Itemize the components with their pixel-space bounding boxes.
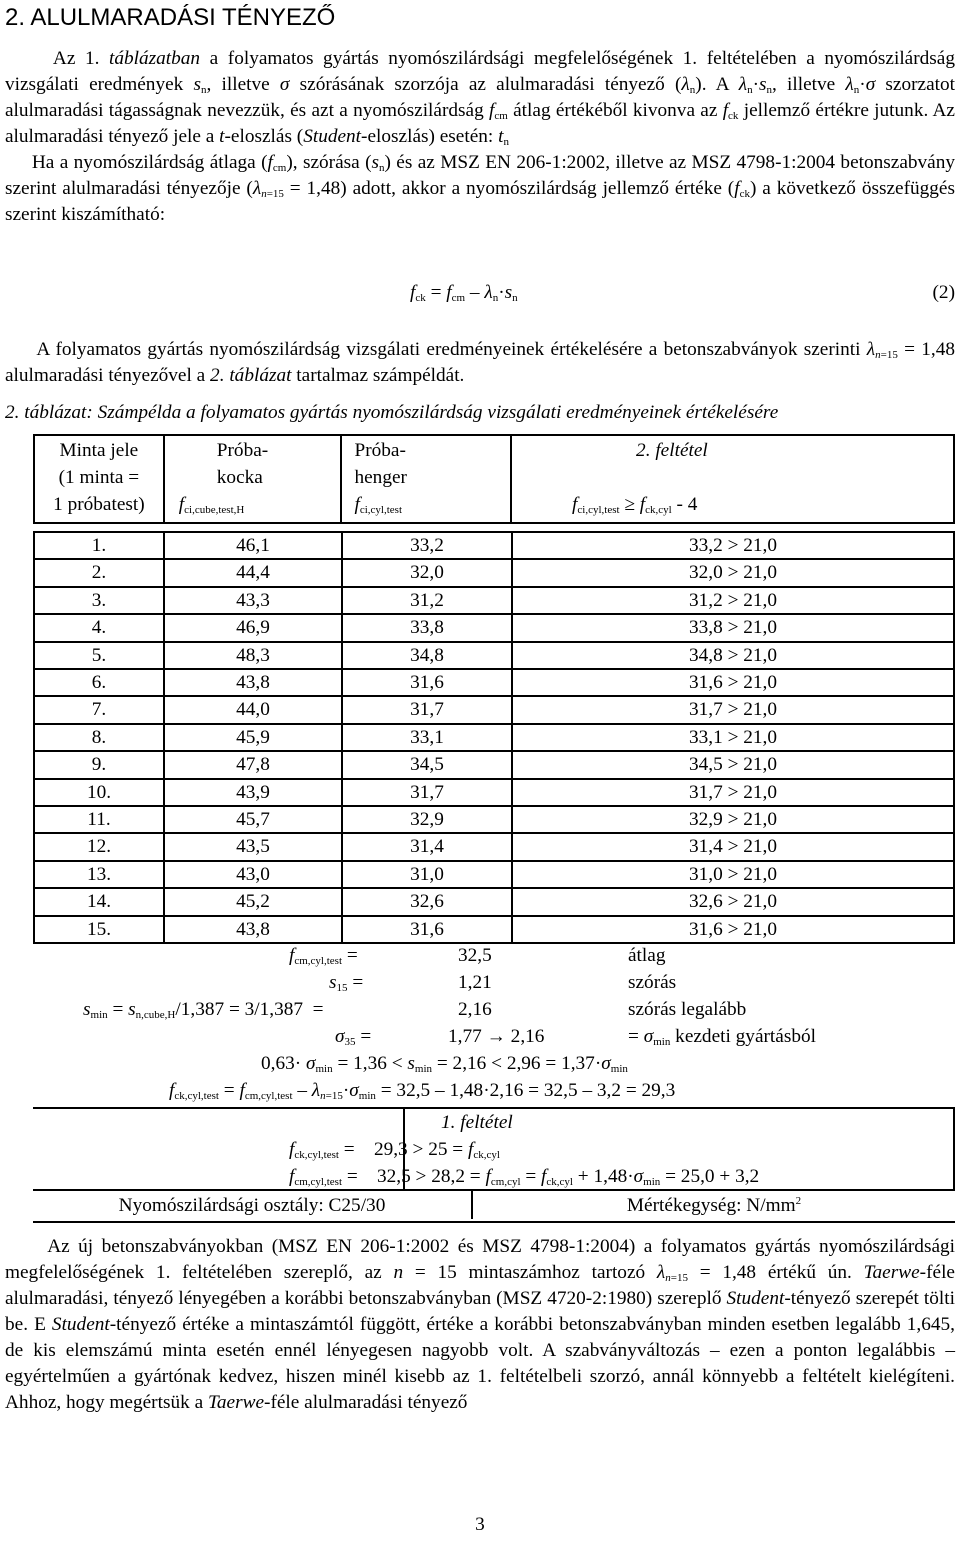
cell-cond: 33,2 > 21,0: [511, 533, 955, 558]
cell-id: 9.: [33, 752, 163, 777]
table-row: [33, 558, 955, 585]
cell-cond: 34,5 > 21,0: [511, 752, 955, 777]
cell-cube: 47,8: [163, 752, 341, 777]
sigma-label: = $\sigma_{min}$ kezdeti gyártásból: [628, 1026, 816, 1048]
cell-cond: 31,7 > 21,0: [511, 697, 955, 722]
mean-formula: $f_{cm,cyl,test}$ =: [289, 945, 358, 967]
cell-id: 5.: [33, 643, 163, 668]
cell-id: 8.: [33, 725, 163, 750]
cell-cyl: 31,6: [341, 917, 511, 942]
cell-cube: 44,0: [163, 697, 341, 722]
header-cube: Próba- kocka $f_{ci,cube,test,H}$: [164, 435, 342, 523]
cell-cube: 43,3: [163, 588, 341, 613]
cell-cube: 43,9: [163, 780, 341, 805]
header-sample: Minta jele (1 minta = 1 próbatest): [34, 435, 164, 523]
table-caption: 2. táblázat: Számpélda a folyamatos gyártás nyomószilárdság vizsgálati eredményeinek értékelésére: [5, 402, 779, 423]
cell-cond: 31,2 > 21,0: [511, 588, 955, 613]
inequality: $0,63\cdot \sigma_{min} = 1,36 < s_{min} = 2,16 < 2,96 = 1,37\cdot\sigma_{min}$: [261, 1053, 628, 1075]
cell-id: 14.: [33, 889, 163, 914]
cell-cube: 45,7: [163, 807, 341, 832]
smin-value: 2,16: [458, 999, 492, 1020]
cell-id: 13.: [33, 862, 163, 887]
cell-cube: 46,9: [163, 615, 341, 640]
cell-cond: 31,4 > 21,0: [511, 834, 955, 859]
cell-cyl: 31,6: [341, 670, 511, 695]
cell-cond: 31,6 > 21,0: [511, 670, 955, 695]
cell-id: 2.: [33, 560, 163, 585]
table-row: [33, 723, 955, 750]
cell-cond: 31,7 > 21,0: [511, 780, 955, 805]
cell-cube: 43,8: [163, 670, 341, 695]
cell-id: 6.: [33, 670, 163, 695]
cell-cond: 31,6 > 21,0: [511, 917, 955, 942]
cell-id: 3.: [33, 588, 163, 613]
page-number: 3: [475, 1514, 485, 1535]
condition1-block: [33, 1107, 955, 1189]
cell-cyl: 31,0: [341, 862, 511, 887]
cell-cube: 45,9: [163, 725, 341, 750]
cell-cyl: 32,6: [341, 889, 511, 914]
header-condition2: 2. feltétel $f_{ci,cyl,test} \ge f_{ck,cyl} - 4$: [511, 435, 954, 523]
table-row: [33, 778, 955, 805]
cell-cyl: 32,0: [341, 560, 511, 585]
cell-cond: 33,1 > 21,0: [511, 725, 955, 750]
cell-cyl: 32,9: [341, 807, 511, 832]
cell-cond: 32,0 > 21,0: [511, 560, 955, 585]
cell-cube: 48,3: [163, 643, 341, 668]
cell-cyl: 34,5: [341, 752, 511, 777]
cell-cond: 31,0 > 21,0: [511, 862, 955, 887]
cell-id: 1.: [33, 533, 163, 558]
cell-cond: 32,6 > 21,0: [511, 889, 955, 914]
mean-value: 32,5: [458, 945, 492, 966]
table-row: [33, 860, 955, 887]
cell-cyl: 34,8: [341, 643, 511, 668]
table-row: [33, 915, 955, 942]
cell-cond: 32,9 > 21,0: [511, 807, 955, 832]
strength-class: Nyomószilárdsági osztály: C25/30: [33, 1191, 473, 1219]
sigma-formula: $\sigma_{35}$ =: [335, 1026, 372, 1048]
intro-paragraph: Az 1. táblázatban a folyamatos gyártás nyomószilárdsági megfelelőségének 1. feltételében a nyomószilárdság vizsgálati eredmények $s_n$, illetve σ szórásának szorzója az alulmaradási tényező $(\lambda_n)$. A $\lambda_n\cdot s_n$, illetve $\lambda_n\cdot\sigma$ szorzatot alulmaradási tágasságnak nevezzük, és azt a nyomószilárdság $f_{cm}$ átlag értékéből kivonva az $f_{ck}$ jellemző értékre jutunk. Az alulmaradási tényező jele a t-eloszlás (Student-eloszlás) esetén: $t_n$ Ha a nyomószilárdság átlaga $(f_{cm})$, szórása $(s_n)$ és az MSZ EN 206-1:2002, illetve az MSZ 4798-1:2004 betonszabvány szerint alulmaradási tényezője $(\lambda_{n=15} = 1,48)$ adott, akkor a nyomószilárdság jellemző értéke $(f_{ck})$ a következő összefüggés szerint kiszámítható:: [5, 48, 956, 225]
fck-calc: $f_{ck,cyl,test} = f_{cm,cyl,test} - \lambda_{n=15}\cdot\sigma_{min} = 32,5 - 1,48\cdot 2,16 = 32,5 - 3,2 = 29,3$: [169, 1080, 676, 1102]
cell-id: 10.: [33, 780, 163, 805]
table-row: [33, 887, 955, 914]
cell-cyl: 31,7: [341, 780, 511, 805]
cell-cyl: 33,8: [341, 615, 511, 640]
example-table: [33, 434, 955, 529]
unit-cell: Mértékegység: $N/mm^2$: [626, 1195, 802, 1216]
cell-cube: 43,8: [163, 917, 341, 942]
cell-cube: 43,0: [163, 862, 341, 887]
table-row: [33, 695, 955, 722]
table-row: [33, 531, 955, 558]
cell-id: 4.: [33, 615, 163, 640]
sigma-values: 1,77 → 2,16: [448, 1026, 545, 1047]
smin-formula: $s_{min} = s_{n,cube,H}/1,387 = 3/1,387$ =: [83, 999, 324, 1021]
table-row: [33, 586, 955, 613]
table-row: [33, 641, 955, 668]
class-row: [33, 1189, 955, 1223]
sd-value: 1,21: [458, 972, 492, 993]
cell-cyl: 31,7: [341, 697, 511, 722]
condition1-line1: $f_{ck,cyl,test}$ = $29,3 > 25 = f_{ck,cyl}$: [289, 1139, 500, 1161]
cell-cyl: 31,4: [341, 834, 511, 859]
cell-cyl: 33,1: [341, 725, 511, 750]
smin-label: szórás legalább: [628, 999, 747, 1020]
cell-cube: 44,4: [163, 560, 341, 585]
cell-id: 7.: [33, 697, 163, 722]
cell-cyl: 33,2: [341, 533, 511, 558]
header-cylinder: Próba- henger $f_{ci,cyl,test}$: [341, 435, 511, 523]
formula-2: $f_{ck} = f_{cm} - \lambda_n\cdot s_n$ (2): [410, 282, 955, 304]
cell-cube: 45,2: [163, 889, 341, 914]
condition1-title: 1. feltétel: [441, 1112, 513, 1133]
table-row: [33, 750, 955, 777]
cell-id: 12.: [33, 834, 163, 859]
cell-cyl: 31,2: [341, 588, 511, 613]
table-row: [33, 613, 955, 640]
table-header: [34, 435, 954, 523]
mean-label: átlag: [628, 945, 666, 966]
cell-cube: 46,1: [163, 533, 341, 558]
cell-cond: 34,8 > 21,0: [511, 643, 955, 668]
condition1-line2: $f_{cm,cyl,test}$ = $32,5 > 28,2 = f_{cm,cyl} = f_{ck,cyl} + 1,48\cdot\sigma_{min} = 25,0 + 3,2$: [289, 1166, 760, 1188]
example-paragraph: A folyamatos gyártás nyomószilárdság vizsgálati eredményeinek értékelésére a betonszabványok szerinti $\lambda_{n=15} = 1,48$ alulmaradási tényezővel a 2. táblázat tartalmaz számpéldát.: [5, 339, 955, 386]
cell-id: 11.: [33, 807, 163, 832]
sd-formula: $s_{15}$ =: [329, 972, 364, 994]
table-row: [33, 805, 955, 832]
cell-id: 15.: [33, 917, 163, 942]
cell-cond: 33,8 > 21,0: [511, 615, 955, 640]
table-row: [33, 668, 955, 695]
table-row: [33, 832, 955, 859]
closing-paragraph: Az új betonszabványokban (MSZ EN 206-1:2002 és MSZ 4798-1:2004) a folyamatos gyártás nyomószilárdsági megfelelőségének 1. feltételében szereplő, az n = 15 mintaszámhoz tartozó $\lambda_{n=15} = 1,48$ értékű ún. Taerwe-féle alulmaradási, tényező lényegében a korábbi betonszabványban (MSZ 4720-2:1980) szereplő Student-tényező szerepét tölti be. E Student-tényező értéke a mintaszámtól függött, értéke a korábbi betonszabványban minden esetben legalább 1,645, de kis elemszámú minta esetén ennél lényegesen nagyobb volt. A szabványváltozás – ezen a ponton legalábbis – egyértelműen a gyártónak kedvez, hiszen minél kisebb az 1. feltételbeli szorzó, annál könnyebb a feltételt kielégíteni. Ahhoz, hogy megértsük a Taerwe-féle alulmaradási tényező: [5, 1236, 955, 1413]
section-heading: 2. ALULMARADÁSI TÉNYEZŐ: [5, 4, 336, 31]
sd-label: szórás: [628, 972, 677, 993]
cell-cube: 43,5: [163, 834, 341, 859]
